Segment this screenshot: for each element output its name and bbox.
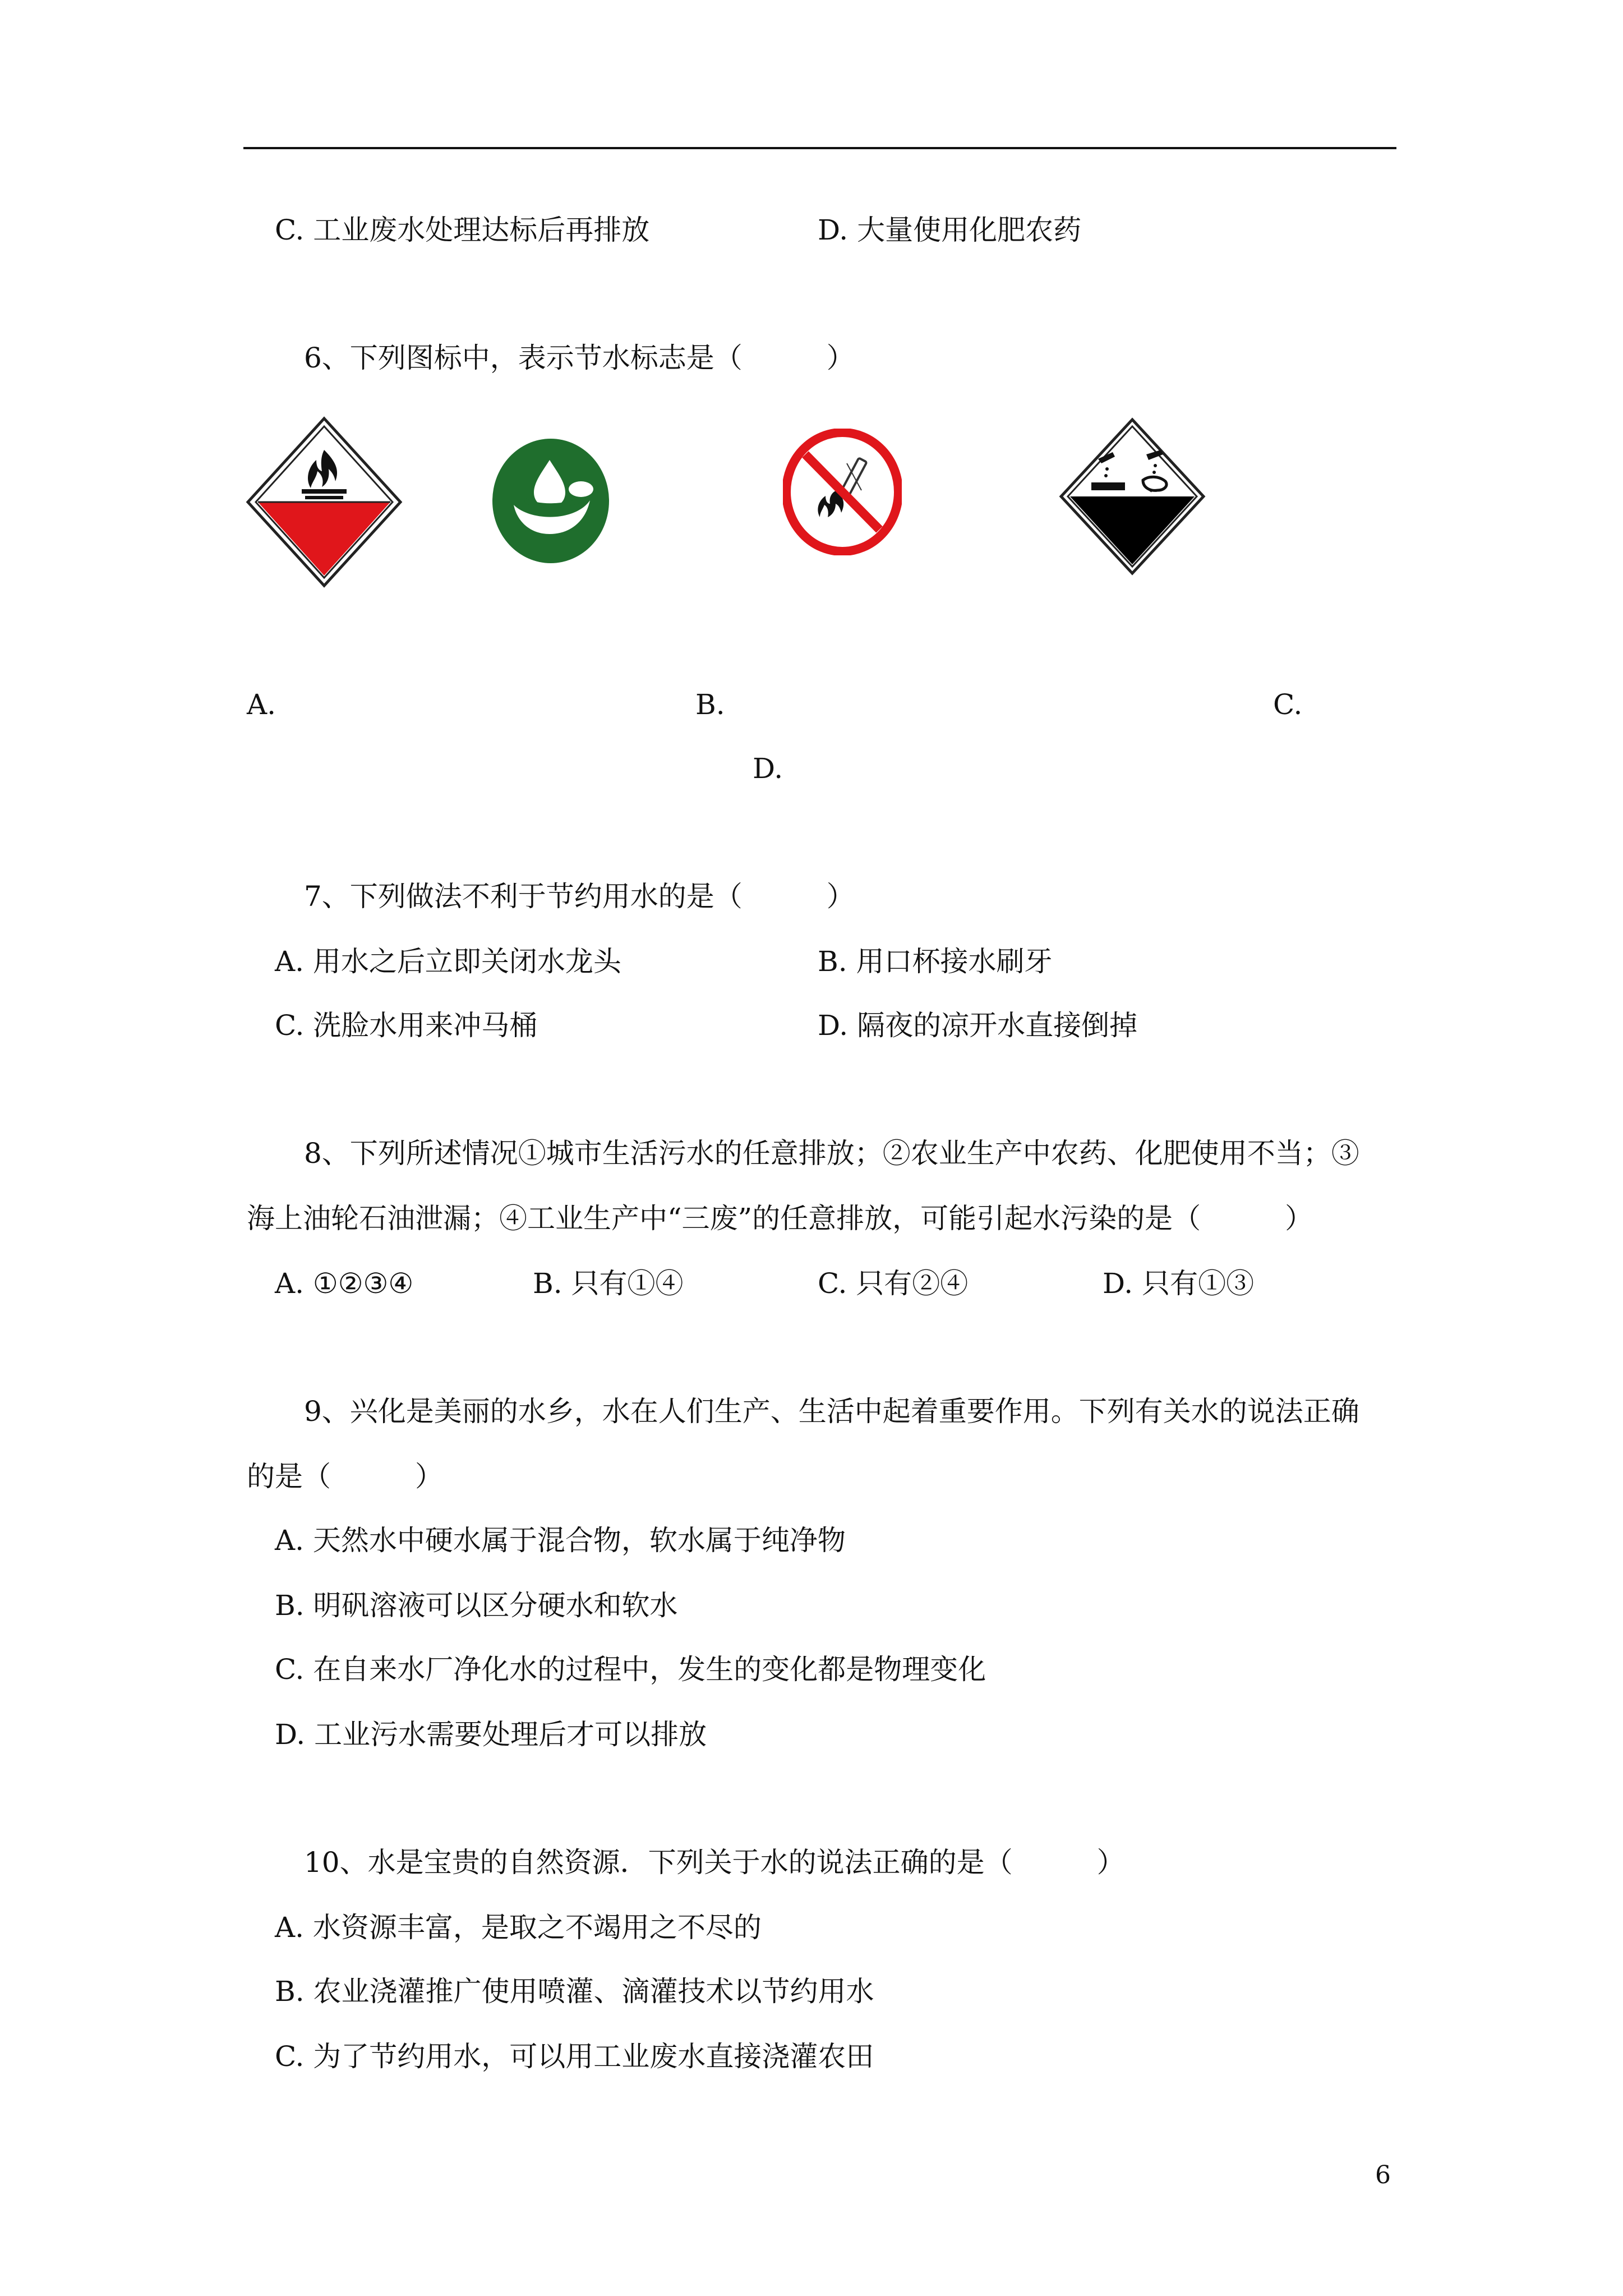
q9-option-d: D. 工业污水需要处理后才可以排放 [275, 1718, 707, 1751]
q8-option-c: C. 只有②④ [818, 1267, 969, 1300]
q10-stem: 10、水是宝贵的自然资源．下列关于水的说法正确的是（ ） [304, 1846, 1125, 1879]
q8-option-b: B. 只有①④ [533, 1267, 684, 1300]
q6-label-a: A. [247, 688, 276, 721]
q9-stem-line1: 9、兴化是美丽的水乡，水在人们生产、生活中起着重要作用。下列有关水的说法正确 [304, 1395, 1359, 1428]
q7-stem: 7、下列做法不利于节约用水的是（ ） [304, 880, 855, 913]
q6-stem: 6、下列图标中，表示节水标志是（ ） [304, 342, 855, 374]
page-number: 6 [1375, 2161, 1391, 2189]
header-rule [243, 147, 1396, 149]
corrosive-diamond-icon [1059, 417, 1206, 576]
q9-stem-line2: 的是（ ） [247, 1460, 443, 1493]
no-fire-icon [783, 429, 902, 555]
q7-option-a: A. 用水之后立即关闭水龙头 [275, 945, 621, 978]
flammable-solid-diamond-icon [246, 416, 403, 588]
q8-option-a: A. ①②③④ [275, 1267, 414, 1300]
q10-option-c: C. 为了节约用水，可以用工业废水直接浇灌农田 [275, 2040, 874, 2073]
q5-option-c: C. 工业废水处理达标后再排放 [275, 214, 650, 246]
q9-option-c: C. 在自来水厂净化水的过程中，发生的变化都是物理变化 [275, 1653, 986, 1686]
q5-option-d: D. 大量使用化肥农药 [818, 214, 1082, 246]
q9-option-b: B. 明矾溶液可以区分硬水和软水 [275, 1589, 678, 1622]
q8-stem-line2: 海上油轮石油泄漏；④工业生产中“三废”的任意排放，可能引起水污染的是（ ） [247, 1202, 1313, 1235]
water-saving-icon [491, 438, 610, 564]
q8-stem-line1: 8、下列所述情况①城市生活污水的任意排放；②农业生产中农药、化肥使用不当；③ [304, 1137, 1359, 1170]
q7-option-d: D. 隔夜的凉开水直接倒掉 [818, 1009, 1138, 1042]
q7-option-c: C. 洗脸水用来冲马桶 [275, 1009, 538, 1042]
q10-option-a: A. 水资源丰富，是取之不竭用之不尽的 [275, 1911, 762, 1944]
q6-label-b: B. [695, 688, 725, 721]
q8-option-d: D. 只有①③ [1103, 1267, 1255, 1300]
q6-label-c: C. [1273, 688, 1303, 721]
q10-option-b: B. 农业浇灌推广使用喷灌、滴灌技术以节约用水 [275, 1975, 874, 2008]
q9-option-a: A. 天然水中硬水属于混合物，软水属于纯净物 [275, 1524, 846, 1557]
q6-label-d: D. [753, 752, 783, 785]
q7-option-b: B. 用口杯接水刷牙 [818, 945, 1053, 978]
